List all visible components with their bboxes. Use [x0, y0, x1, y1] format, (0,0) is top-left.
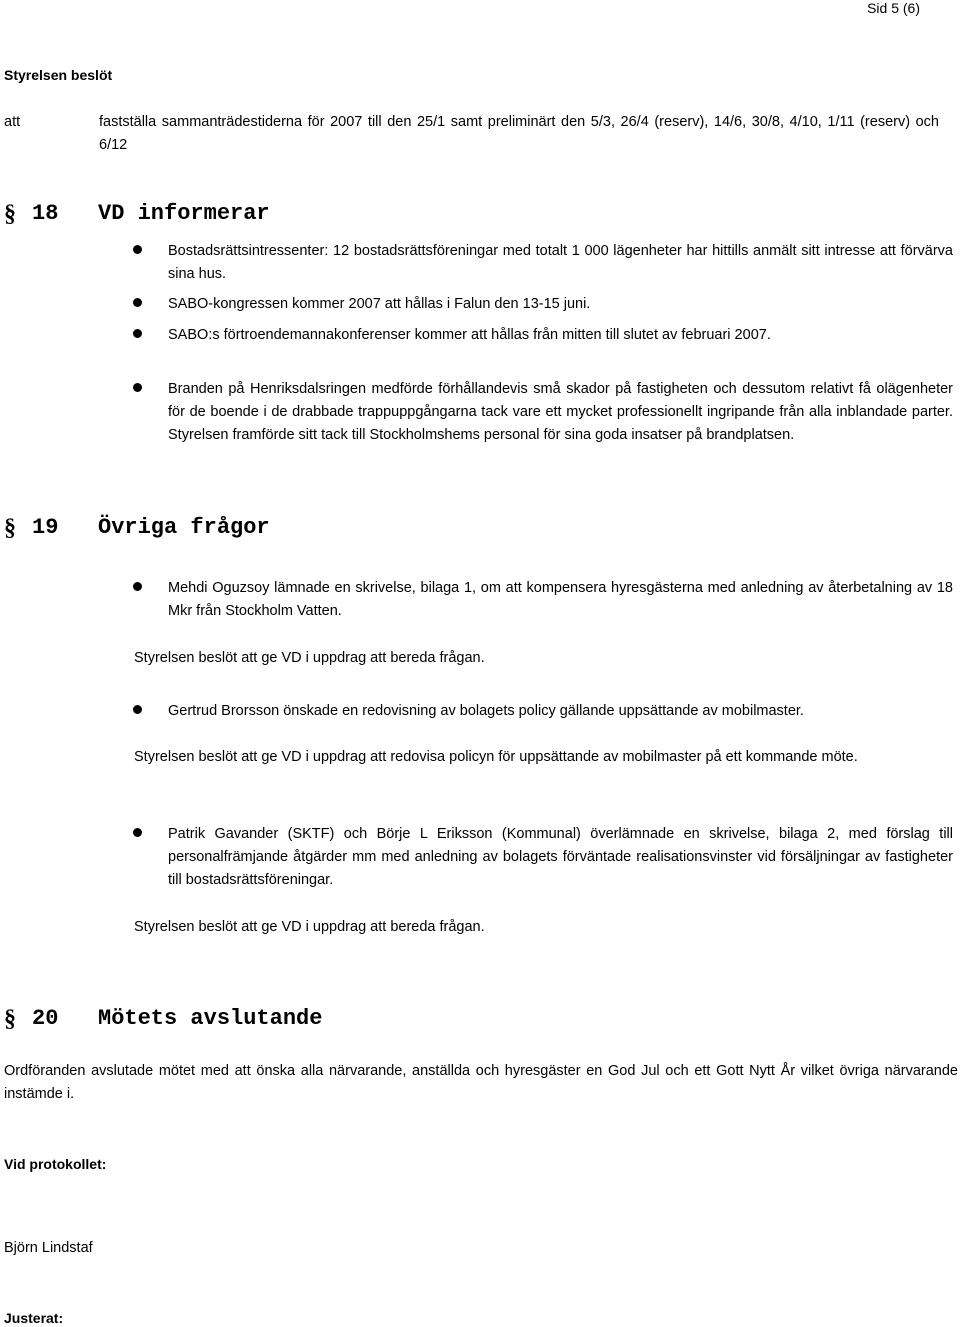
- board-decision: Styrelsen beslöt att ge VD i uppdrag att bereda frågan.: [134, 650, 485, 666]
- section-number: 20: [32, 1006, 59, 1031]
- section-symbol: §: [4, 201, 16, 227]
- section-symbol: §: [4, 1006, 16, 1032]
- board-decision: Styrelsen beslöt att ge VD i uppdrag att bereda frågan.: [134, 919, 485, 935]
- secretary-name: Björn Lindstaf: [4, 1240, 93, 1256]
- bullet-icon: [133, 582, 142, 591]
- section-number: 18: [32, 201, 59, 226]
- section-title: Mötets avslutande: [98, 1006, 323, 1031]
- bullet-icon: [133, 329, 142, 338]
- adjusted-label: Justerat:: [4, 1310, 64, 1326]
- bullet-icon: [133, 383, 142, 392]
- protocol-label: Vid protokollet:: [4, 1156, 107, 1172]
- decision-heading: Styrelsen beslöt: [4, 67, 113, 83]
- section-symbol: §: [4, 515, 16, 541]
- closing-paragraph: Ordföranden avslutade mötet med att önska alla närvarande, anställda och hyresgäster en God Jul och ett Gott Nytt År vilket övriga närvarande instämde i.: [4, 1063, 958, 1102]
- decision-text: fastställa sammanträdestiderna för 2007 till den 25/1 samt preliminärt den 5/3, 26/4 (reserv), 14/6, 30/8, 4/10, 1/11 (reserv) och 6/12: [99, 114, 939, 153]
- list-item: Branden på Henriksdalsringen medförde förhållandevis små skador på fastigheten och dessutom relativt få olägenheter för de boende i de drabbade trappuppgångarna tack vare ett mycket professionellt ingripande från alla inblandade parter. Styrelsen framförde sitt tack till Stockholmshems personal för sina goda insatser på brandplatsen.: [168, 381, 953, 443]
- list-item: Patrik Gavander (SKTF) och Börje L Eriksson (Kommunal) överlämnade en skrivelse, bilaga 2, med förslag till personalfrämjande åtgärder mm med anledning av bolagets förväntade realisationsvinster vid försäljningar av fastigheter till bostadsrättsföreningar.: [168, 826, 953, 888]
- list-item: SABO-kongressen kommer 2007 att hållas i Falun den 13-15 juni.: [168, 296, 591, 312]
- section-20-heading: [0, 1006, 960, 1038]
- board-decision: Styrelsen beslöt att ge VD i uppdrag att redovisa policyn för uppsättande av mobilmaster på ett kommande möte.: [134, 749, 858, 765]
- bullet-icon: [133, 245, 142, 254]
- bullet-icon: [133, 705, 142, 714]
- list-item: Mehdi Oguzsoy lämnade en skrivelse, bilaga 1, om att kompensera hyresgästerna med anledning av återbetalning av 18 Mkr från Stockholm Vatten.: [168, 580, 953, 619]
- list-item: Gertrud Brorsson önskade en redovisning av bolagets policy gällande uppsättande av mobilmaster.: [168, 703, 804, 719]
- att-label: att: [4, 114, 21, 130]
- section-title: Övriga frågor: [98, 515, 270, 540]
- section-number: 19: [32, 515, 59, 540]
- page-number: Sid 5 (6): [867, 0, 920, 16]
- section-title: VD informerar: [98, 201, 270, 226]
- list-item: SABO:s förtroendemannakonferenser kommer att hållas från mitten till slutet av februari 2007.: [168, 327, 771, 343]
- bullet-icon: [133, 298, 142, 307]
- bullet-icon: [133, 828, 142, 837]
- section-19-heading: [0, 515, 960, 547]
- section-18-heading: [0, 201, 960, 233]
- list-item: Bostadsrättsintressenter: 12 bostadsrättsföreningar med totalt 1 000 lägenheter har hittills anmält sitt intresse att förvärva sina hus.: [168, 243, 953, 282]
